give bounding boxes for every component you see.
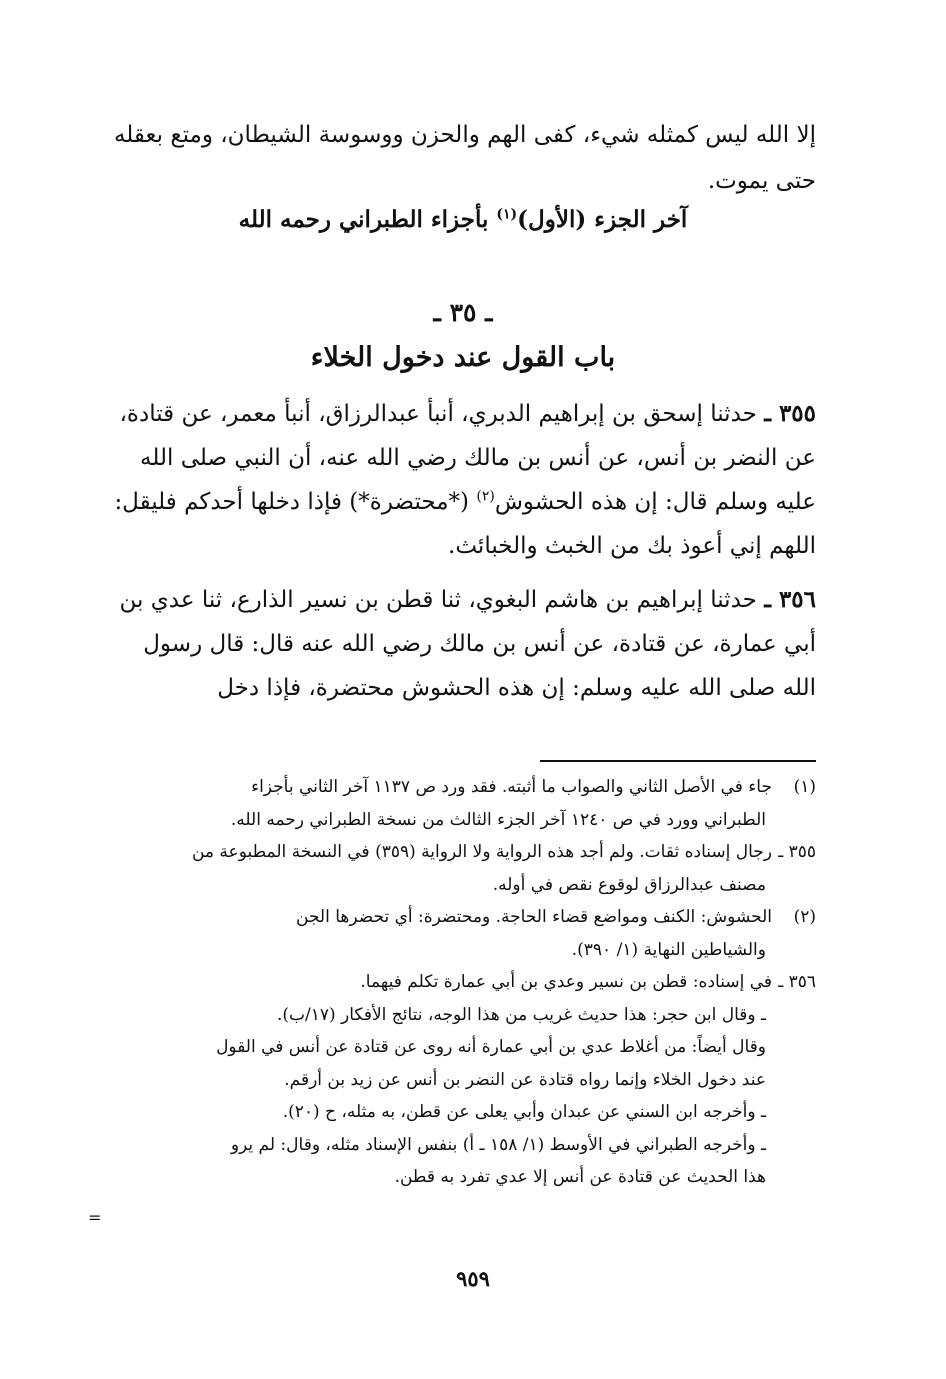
footnote-key: (١): [793, 777, 816, 797]
footnote-356: [110, 967, 816, 998]
hadith-text: حدثنا إسحق بن إبراهيم الدبري، أنبأ عبدالرزاق، أنبأ معمر، عن قتادة، عن النضر بن أنس، عن أنس بن مالك رضي الله عنه، أن النبي صلى الله عليه وسلم قال: إن هذه الحشوش: [119, 401, 816, 515]
footnote-separator: [540, 760, 816, 762]
footnote-text: رجال إسناده ثقات. ولم أجد هذه الرواية ولا الرواية (٣٥٩) في النسخة المطبوعة من: [191, 842, 772, 862]
colophon-text: آخر الجزء (الأول): [517, 206, 688, 233]
footnote-355: [110, 837, 816, 868]
footnote-356-line: ـ وقال ابن حجر: هذا حديث غريب من هذا الوجه، نتائج الأفكار (١٧/ب).: [276, 1004, 766, 1025]
page-number: ٩٥٩: [456, 1266, 490, 1291]
footnote-key: ٣٥٦ ـ: [778, 972, 816, 992]
footnote-1-cont: الطبراني وورد في ص ١٢٤٠ آخر الجزء الثالث من نسخة الطبراني رحمه الله.: [230, 809, 766, 830]
hadith-paragraph: [110, 578, 816, 710]
footnote-356-line: ـ وأخرجه الطبراني في الأوسط (١/ ١٥٨ ـ أ) بنفس الإسناد مثله، وقال: لم يرو: [230, 1134, 766, 1155]
footnotes: [110, 772, 816, 1195]
footnote-356-line: وقال أيضاً: من أغلاط عدي بن أبي عمارة أنه روى عن قتادة عن أنس في القول: [216, 1037, 766, 1057]
chapter-title: باب القول عند دخول الخلاء: [310, 342, 616, 373]
continuation-mark: =: [88, 1208, 102, 1227]
footnote-2-cont: والشياطين النهاية (١/ ٣٩٠).: [571, 939, 766, 960]
hadith-paragraph: [110, 392, 816, 568]
colophon: [110, 200, 816, 240]
colophon-text: بأجزاء الطبراني رحمه الله: [238, 206, 497, 233]
hadith-number: ٣٥٦ ـ: [764, 586, 816, 613]
footnote-key: (٢): [793, 907, 816, 927]
footnote-356-line: هذا الحديث عن قتادة عن أنس إلا عدي تفرد به قطن.: [394, 1167, 766, 1187]
footnote-355-cont: مصنف عبدالرزاق لوقوع نقص في أوله.: [492, 874, 766, 895]
footnote-key: ٣٥٥ ـ: [778, 842, 816, 862]
hadith-text: (*محتضرة*) فإذا دخلها أحدكم فليقل: اللهم إني أعوذ بك من الخبث والخبائث.: [114, 489, 816, 559]
footnote-text: جاء في الأصل الثاني والصواب ما أثبته. فقد ورد ص ١١٣٧ آخر الثاني بأجزاء: [251, 777, 772, 797]
intro-line: حتى يموت.: [707, 168, 816, 194]
footnote-text: في إسناده: قطن بن نسير وعدي بن أبي عمارة تكلم فيهما.: [360, 972, 772, 992]
footnote-1: [110, 772, 816, 803]
hadith-text: حدثنا إبراهيم بن هاشم البغوي، ثنا قطن بن نسير الذارع، ثنا عدي بن أبي عمارة، عن قتادة، عن أنس بن مالك رضي الله عنه قال: قال رسول الله صلى الله عليه وسلم: إن هذه الحشوش محتضرة، فإذا دخل: [119, 587, 816, 701]
intro-line: إلا الله ليس كمثله شيء، كفى الهم والحزن ووسوسة الشيطان، ومتع بعقله: [113, 122, 816, 148]
chapter-number: ـ ٣٥ ـ: [433, 298, 493, 327]
footnote-356-line: ـ وأخرجه ابن السني عن عبدان وأبي يعلى عن قطن، به مثله، ح (٢٠).: [282, 1102, 766, 1122]
footnote-2: [110, 902, 816, 933]
footnote-ref: (٢): [476, 488, 495, 505]
hadith-number: ٣٥٥ ـ: [764, 400, 816, 427]
footnote-356-line: عند دخول الخلاء وإنما رواه قتادة عن النضر بن أنس عن زيد بن أرقم.: [284, 1069, 766, 1090]
footnote-text: الحشوش: الكنف ومواضع قضاء الحاجة. ومحتضرة: أي تحضرها الجن: [296, 907, 772, 927]
intro-paragraph: [110, 112, 816, 204]
footnote-ref: (١): [496, 206, 518, 223]
